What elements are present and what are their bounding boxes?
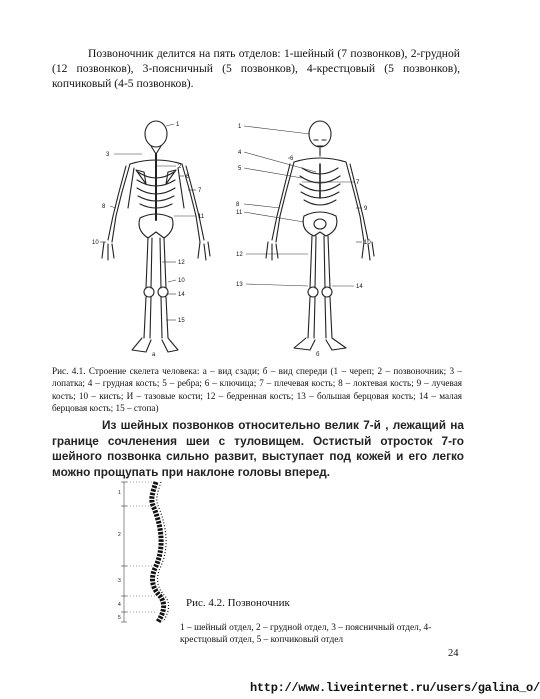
watermark-url: http://www.liveinternet.ru/users/galina_o/ (250, 681, 540, 695)
spine-label-1: 1 (118, 490, 121, 496)
spine-label-4: 4 (118, 602, 121, 608)
spine-label-5: 5 (118, 615, 121, 621)
label-front-10: 10 (364, 240, 371, 246)
label-front-12: 12 (236, 252, 243, 258)
spine-label-2: 2 (118, 532, 121, 538)
figure2-title: Рис. 4.2. Позвоночник (186, 597, 290, 609)
skeleton-back-view (102, 121, 210, 352)
label-front-14: 14 (356, 284, 363, 290)
skeleton-front-view (266, 121, 374, 350)
label-back-6: 6 (186, 174, 190, 180)
label-back-10b: 10 (178, 278, 185, 284)
label-front-11: 11 (236, 210, 243, 216)
spine-label-3: 3 (118, 578, 121, 584)
label-front-6: 6 (290, 156, 294, 162)
label-front-8: 8 (236, 202, 240, 208)
label-back-2: 2 (178, 164, 182, 170)
label-back-12: 12 (178, 260, 185, 266)
label-back-7: 7 (198, 188, 202, 194)
label-front-7: 7 (356, 180, 360, 186)
figure1-caption: Рис. 4.1. Строение скелета человека: а – вид сзади; б – вид спереди (1 – череп; 2 – позвоночник; 3 – лопатка; 4 – грудная кость; 5 – ребра; 6 – ключица; 7 – плечевая кость; 8 – локтевая кость; 9 – лучевая кость; 10 – кисть; И – тазовые кости; 12 – бедренная кость; 13 – большая берцовая кость; 14 – малая берцовая кость; 15 – стопа) (52, 366, 462, 413)
label-back-11: 11 (198, 214, 205, 220)
label-front-1: 1 (238, 124, 242, 130)
label-back-8: 8 (102, 204, 106, 210)
label-front-13: 13 (236, 282, 243, 288)
skeleton-figure (58, 112, 438, 360)
paragraph-vertebral-divisions: Позвоночник делится на пять отделов: 1-шейный (7 позвонков), 2-грудной (12 позвонков), 3-поясничный (5 позвонков), 4-крестцовый (5 позвонков), копчиковый (4-5 позвонков). (52, 47, 460, 90)
label-back-3: 3 (106, 152, 110, 158)
label-back-10: 10 (92, 240, 99, 246)
label-back-14: 14 (178, 292, 185, 298)
sublabel-a: а (152, 352, 156, 358)
paragraph-cervical-vertebra: Из шейных позвонков относительно велик 7-й , лежащий на границе сочленения шеи с туловищем. Остистый отросток 7-го шейного позвонка сильно развит, выступает под кожей и его легко можно прощупать при наклоне головы вперед. (52, 418, 464, 479)
page-number: 24 (448, 648, 459, 659)
label-front-9: 9 (364, 206, 368, 212)
label-front-4: 4 (238, 150, 242, 156)
label-front-5: 5 (238, 166, 242, 172)
sublabel-b: б (316, 352, 320, 358)
label-back-1: 1 (176, 122, 180, 128)
figure2-caption: 1 – шейный отдел, 2 – грудной отдел, 3 – поясничный отдел, 4-крестцовый отдел, 5 – копчиковый отдел (180, 623, 432, 645)
label-back-15: 15 (178, 318, 185, 324)
